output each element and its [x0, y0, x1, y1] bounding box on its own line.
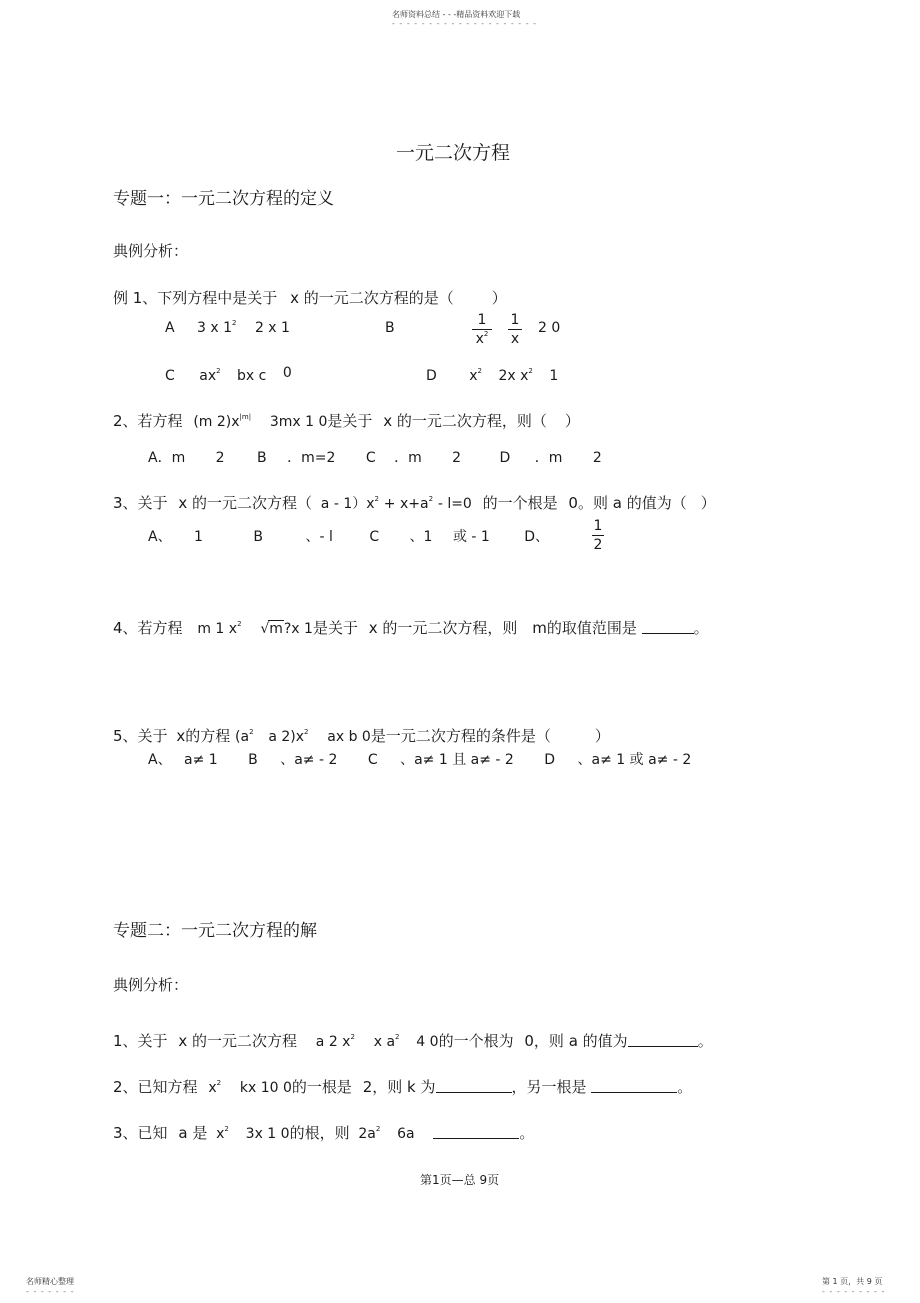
- s1-q3-options: A、 1 B 、- l C 、1 或 - 1 D、: [148, 529, 550, 545]
- s1-q4-answer-blank[interactable]: [642, 621, 694, 634]
- section1-title: 专题一：一元二次方程的定义: [113, 189, 334, 209]
- s1-q5-stem: 5、关于 x的方程 ($a^2$ a $2)x^2$ ax b 0是一元二次方程的条件是（ ）: [113, 727, 610, 745]
- section2-title: 专题二：一元二次方程的解: [113, 921, 317, 941]
- s1-q2-stem: 2、若方程 (m $2)x^{|m|}$ 3mx 1 0是关于 x 的一元二次方程，则（ ）: [113, 412, 580, 430]
- footer-right-dots: - - - - - - - - -: [822, 1287, 886, 1296]
- s1-q1-option-a: A 3 x $1^2$ 2 x 1: [165, 319, 290, 336]
- s1-q3-d-fraction: $\frac{1}{2}$: [593, 518, 603, 553]
- s2-q2-root-blank[interactable]: [591, 1080, 677, 1093]
- s1-q1-option-d: D $x^2$ 2x $x^2$ 1: [426, 367, 559, 384]
- page-number: 第1页—总 9页: [420, 1173, 500, 1187]
- s1-q2-options: A．m 2 B ．m=2 C ．m 2 D ．m 2: [148, 450, 602, 466]
- s2-q1-answer-blank[interactable]: [628, 1034, 698, 1047]
- section2-analysis-label: 典例分析：: [113, 976, 189, 994]
- s1-q1-stem: 例 1、下列方程中是关于 x 的一元二次方程的是（ ）: [113, 289, 507, 307]
- section1-analysis-label: 典例分析：: [113, 242, 189, 260]
- s1-q1-b-fraction-2: $\frac{1}{x}$: [508, 312, 522, 347]
- s1-q5-options: A、 a≠ 1 B 、a≠ - 2 C 、a≠ 1 且 a≠ - 2 D 、a≠ 1 或 a≠ - 2: [148, 752, 692, 768]
- s2-q1-stem: 1、关于 x 的一元二次方程 a 2 $x^2$ x $a^2$ 4 0的一个根为 0，则 a 的值为 。: [113, 1032, 713, 1050]
- s1-q4-stem: 4、若方程 m 1 $x^2$ √m?x 1是关于 x 的一元二次方程，则 m的取值范围是 。: [113, 619, 709, 637]
- footer-left-dots: - - - - - - -: [26, 1287, 75, 1296]
- document-title: 一元二次方程: [396, 142, 511, 164]
- s2-q3-answer-blank[interactable]: [433, 1126, 519, 1139]
- s2-q2-stem: 2、已知方程 $x^2$ kx 10 0的一根是 2，则 k 为 ，另一根是 。: [113, 1078, 693, 1096]
- footer-left-label: 名师精心整理: [26, 1277, 74, 1286]
- footer-right-label: 第 1 页，共 9 页: [822, 1277, 883, 1286]
- s1-q1-option-b-label: B: [385, 320, 395, 336]
- s2-q3-stem: 3、已知 a 是 $x^2$ 3x 1 0的根，则 $2a^2$ 6a 。: [113, 1124, 535, 1142]
- header-dots: - - - - - - - - - - - - - - - - - - - -: [392, 19, 538, 28]
- s1-q3-stem: 3、关于 x 的一元二次方程（ $a - 1)x^2 + x+a^2 - l=0$ 的一个根是 0。则 a 的值为（ ）: [113, 494, 716, 512]
- s2-q2-k-blank[interactable]: [436, 1080, 512, 1093]
- s1-q1-b-fraction-1: $\frac{1}{x^2}$: [472, 312, 492, 347]
- s1-q1-option-c: C $ax^2$ bx c 0: [165, 365, 292, 384]
- s1-q1-b-rest: 2 0: [538, 320, 561, 336]
- page-header: 名师资料总结 - - -精品资料欢迎下载: [392, 10, 521, 19]
